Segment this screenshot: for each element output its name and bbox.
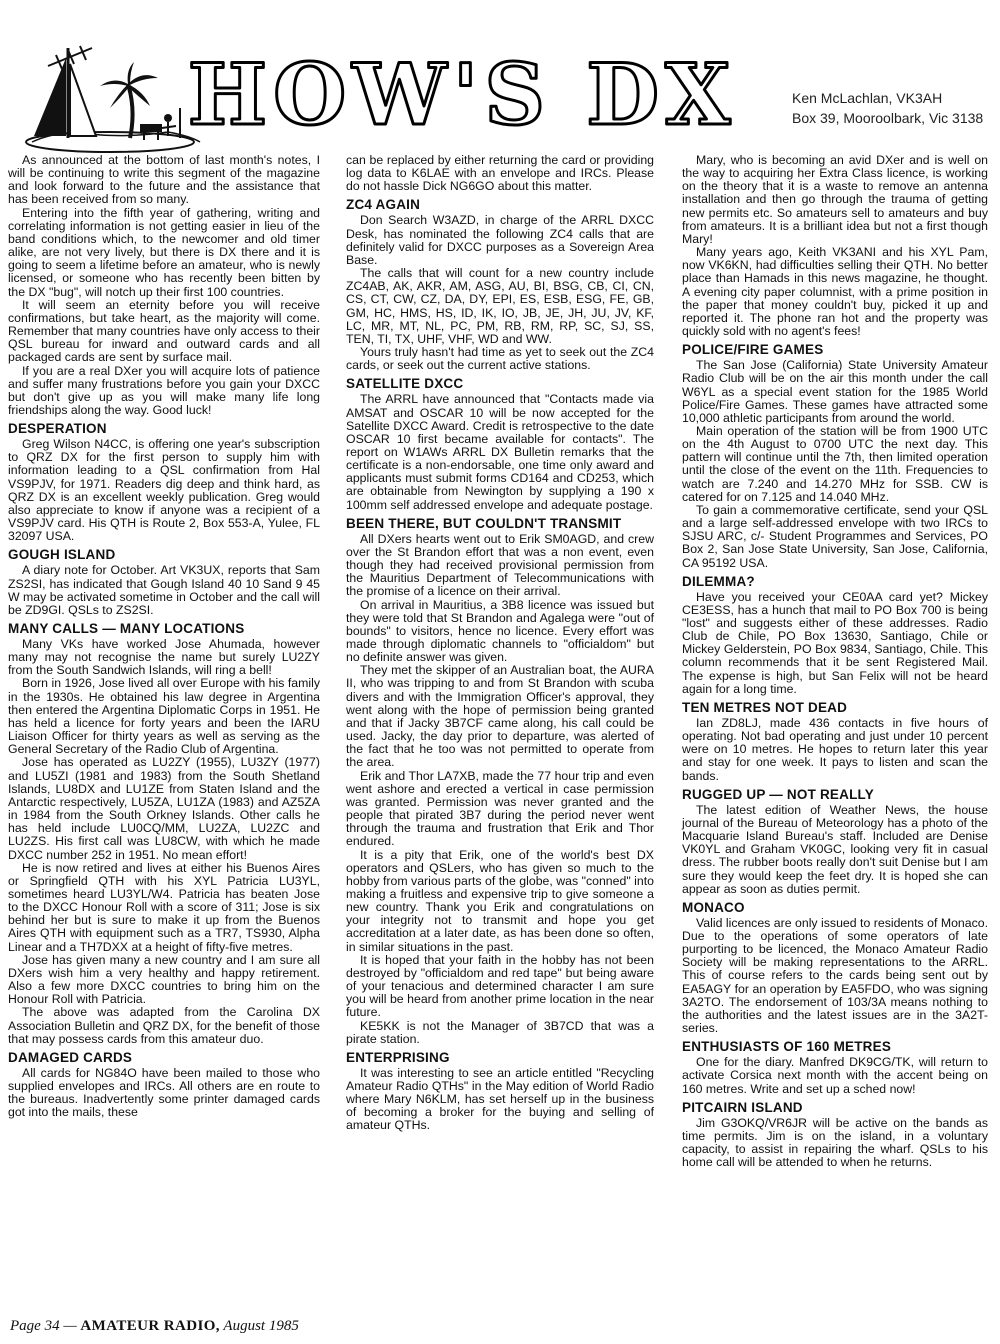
article-paragraph: It is a pity that Erik, one of the world's best DX operators and QSLers, who has given so much to the hobby from various parts of the globe, was "conned" into making a fruitless and expensive trip to give someone a new country. Thank you Erik and congratulations on your integrity not to transmit and hope you get accreditation at a later date, as has been done so often, in similar situations in the past.	[346, 847, 654, 954]
article-paragraph: Mary, who is becoming an avid DXer and is well on the way to acquiring her Extra Class licence, is working on the theory that it is a waste to remove an antenna installation and then go through the trauma of getting new permits etc. So amateurs sell to amateurs and buy from amateurs. It is a brilliant idea but not a first though Mary!	[682, 153, 988, 246]
section-heading: MANY CALLS — MANY LOCATIONS	[8, 621, 245, 636]
section-heading: PITCAIRN ISLAND	[682, 1099, 803, 1115]
byline	[792, 88, 983, 128]
section-heading: DESPERATION	[8, 421, 107, 437]
section-heading: POLICE/FIRE GAMES	[682, 342, 824, 358]
article-paragraph: can be replaced by either returning the card or providing log data to K6LAE with an envelope and IRCs. Please do not hassle Dick NG6GO about this matter.	[346, 153, 654, 194]
article-paragraph: Have you received your CE0AA card yet? Mickey CE3ESS, has a hunch that mail to PO Box 700 is being "lost" and suggests either of these addresses. Radio Club de Chile, PO Box 13630, Santiago, Chile or Mickey Gelderstein, PO Box 9834, Santiago, Chile. This column recommends that it be sent Registered Mail. The expense is high, but San Felix will not be heard again for a long time.	[682, 589, 988, 696]
section-heading: DAMAGED CARDS	[8, 1049, 133, 1065]
article-paragraph: He is now retired and lives at either his Buenos Aires or Springfield QTH with his XYL Patricia LU3YL, sometimes heard LU3YL/W4. Patricia has beaten Jose to the DXCC Honour Roll with a score of 311; Jose is six behind her but is sure to make it up from the Buenos Aires QTH with equipment such as a TR7, TS930, Alpha Linear and a TH7DXX at a height of fifty-five metres.	[8, 860, 320, 954]
article-paragraph: All cards for NG84O have been mailed to those who supplied envelopes and IRCs. All others are en route to the bureaus. Inadvertently some printer damaged cards got into the mails, these	[8, 1065, 320, 1120]
page-footer	[10, 1318, 299, 1335]
article-paragraph: If you are a real DXer you will acquire lots of patience and suffer many frustrations before you gain your DXCC but don't give up as you will make many life long friendships along the way. Good luck!	[8, 363, 320, 417]
page-number: Page 34 —	[10, 1318, 77, 1334]
article-paragraph: Many VKs have worked Jose Ahumada, however many may not recognise the name but surely LU2ZY from the South Sandwich Islands, will ring a bell!	[8, 637, 320, 678]
article-paragraph: The calls that will count for a new country include ZC4AB, AK, AKR, AM, ASG, AU, BI, BSG, CB, CI, CN, CS, CT, CW, CZ, DA, DY, EPI, ES, ESB, ESG, FE, GB, GM, HC, HMS, HS, ID, IK, IO, JB, JE, JH, JU, JV, KF, LC, MR, MT, NL, PC, PM, RB, RM, RP, SC, SJ, SS, TEN, TI, TX, UHF, VHF, WD and WW.	[346, 266, 654, 346]
column-3	[682, 154, 988, 1169]
section-heading: GOUGH ISLAND	[8, 547, 116, 563]
publication-name: AMATEUR RADIO,	[80, 1318, 220, 1334]
article-paragraph: Greg Wilson N4CC, is offering one year's subscription to QRZ DX for the first person to supply him with information leading to a QSL confirmation from Hal VS9PJV, for 1971. Readers dig deep and think hard, as QRZ DX is an excellent weekly publication. Greg would also appreciate to know if anyone was a recipient of a VS9PJV card. His QTH is Route 2, Box 553-A, Yulee, FL 32097 USA.	[8, 437, 320, 544]
article-paragraph: They met the skipper of an Australian boat, the AURA II, who was tripping to and from St Brandon with scuba divers and with the Immigration Officer's approval, they went along with the hope of permission being granted and that if Jacky 3B7CF came along, his call could be used. Jacky, the day prior to departure, was alerted of the fact that he too was not permitted to operate from the area.	[346, 663, 654, 770]
section-heading: ZC4 AGAIN	[346, 197, 421, 213]
article-paragraph: KE5KK is not the Manager of 3B7CD that was a pirate station.	[346, 1018, 654, 1046]
article-paragraph: As announced at the bottom of last month's notes, I will be continuing to write this segment of the magazine and look forward to the future and the assistance that has been received from so many.	[8, 153, 320, 207]
author-address: Box 39, Mooroolbark, Vic 3138	[792, 110, 984, 126]
article-paragraph: Ian ZD8LJ, made 436 contacts in five hours of operating. Not bad operating and just under 10 percent were on 10 metres. He hopes to return later this year and stay for one week. It pays to listen and scan the bands.	[682, 715, 988, 783]
column-1	[8, 154, 320, 1119]
article-paragraph: A diary note for October. Art VK3UX, reports that Sam ZS2SI, has indicated that Gough Island 40 10 Sand 9 45 W may be activated sometime in October and the call will be ZD9GI. QSLs to ZS2SI.	[8, 563, 320, 617]
column-2	[346, 154, 654, 1133]
article-paragraph: It is hoped that your faith in the hobby has not been destroyed by "officialdom and red tape" but being aware of your tenacious and determined character I am sure you will be heard from another prime location in the near future.	[346, 952, 654, 1020]
column-title-text: HOW'S DX	[187, 45, 737, 144]
article-paragraph: The San Jose (California) State University Amateur Radio Club will be on the air this month under the call W6YL as a special event station for the 1985 World Police/Fire Games. These games have attracted some 10,000 athletic participants from around the world.	[682, 358, 988, 425]
section-heading: SATELLITE DXCC	[346, 376, 464, 392]
section-heading: RUGGED UP — NOT REALLY	[682, 786, 874, 802]
article-paragraph: It will seem an eternity before you will receive confirmations, but take heart, as the majority will come. Remember that many countries have only access to their QSL bureau for inward and outward cards and all packaged cards are sent by surface mail.	[8, 297, 320, 365]
section-heading: DILEMMA?	[682, 573, 755, 589]
article-paragraph: Valid licences are only issued to residents of Monaco. Due to the operations of some operators of late purporting to be licenced, the Monaco Amateur Radio Society will be making representations to the ARRL. This of course refers to the cards being sent out by EA5AGY for an operation by EA5FDO, who was signing 3A2TO. The endorsement of 103/3A means nothing to the authorities and the latest issues are in the 3A2T-series.	[682, 915, 988, 1036]
section-heading: ENTHUSIASTS OF 160 METRES	[682, 1039, 892, 1055]
section-heading: TEN METRES NOT DEAD	[682, 699, 848, 715]
article-paragraph: To gain a commemorative certificate, send your QSL and a large self-addressed envelope with two IRCs to SJSU ARC, c/- Student Programmes and Services, PO Box 2, San Jose State University, San Jose, California, CA 95192 USA.	[682, 502, 988, 570]
section-heading: MONACO	[682, 899, 745, 915]
article-paragraph: One for the diary. Manfred DK9CG/TK, will return to activate Corsica next month with the accent being on 160 metres. Write and set up a sched now!	[682, 1055, 988, 1096]
section-heading: ENTERPRISING	[346, 1049, 450, 1065]
article-paragraph: Jose has operated as LU2ZY (1955), LU3ZY (1977) and LU5ZI (1981 and 1983) from the South Shetland Islands, LU8DX and LU1ZE from Staten Island and the Antarctic respectively, LU5ZA, LU1ZA (1983) and AZ5ZA in 1984 from the South Orkney Islands. Other calls he has held include LU0CQ/MM, LU2ZA, LU2ZC and LU2ZS. His first call was LU8CW, with which he made DXCC number 252 in 1951. No mean effort!	[8, 755, 320, 862]
issue-date: August 1985	[223, 1318, 299, 1334]
article-paragraph: Main operation of the station will be from 1900 UTC on the 4th August to 0700 UTC the next day. This pattern will continue until the 7th, then limited operation until the close of the event on the 11th. Frequencies to watch are 7.240 and 14.270 MHz for SSB. CW is catered for on 7.125 and 14.040 MHz.	[682, 423, 988, 504]
article-paragraph: On arrival in Mauritius, a 3B8 licence was issued but they were told that St Brandon and Agalega were "out of bounds" to visitors, hence no licence. Every effort was made through diplomatic channels to "officialdom" but no definite answer was given.	[346, 597, 654, 665]
section-heading: BEEN THERE, BUT COULDN'T TRANSMIT	[346, 515, 622, 531]
column-title	[187, 45, 737, 144]
article-paragraph: Jim G3OKQ/VR6JR will be active on the bands as time permits. Jim is on the island, in a voluntary capacity, to assist in repairing the wharf. QSLs to his home call will be attended to when he returns.	[682, 1115, 988, 1170]
article-paragraph: It was interesting to see an article entitled "Recycling Amateur Radio QTHs" in the May edition of World Radio where Mary N6KLM, has set herself up in the business of becoming a broker for the buying and selling of amateur QTHs.	[346, 1065, 654, 1133]
article-paragraph: Many years ago, Keith VK3ANI and his XYL Pam, now VK6KN, had difficulties selling their QTH. No better place than Hamads in this news magazine, he thought. A evening city paper columnist, with a prime position in the paper that money couldn't buy, picked it up and reported it. The phone ran hot and the property was quickly sold with no agent's fees!	[682, 245, 988, 339]
author-name: Ken McLachlan, VK3AH	[792, 90, 943, 106]
article-paragraph: The above was adapted from the Carolina DX Association Bulletin and QRZ DX, for the benefit of those that may possess cards from this amateur duo.	[8, 1005, 320, 1046]
article-paragraph: The ARRL have announced that "Contacts made via AMSAT and OSCAR 10 will be now accepted for the Satellite DXCC Award. Credit is retrospective to the date OSCAR 10 first became available for contacts". The report on W1AWs ARRL DX Bulletin remarks that the certificate is a non-endorsable, one time only award and applicants must submit forms CD164 and CD253, which are obtainable from Newington by supplying a 190 x 100mm self addressed envelope and adequate postage.	[346, 392, 654, 512]
article-paragraph: All DXers hearts went out to Erik SM0AGD, and crew over the St Brandon effort that was a non event, even though they had received provisional permission from the Mauritius Department of Telecommunications with the promise of a licence on their arrival.	[346, 531, 654, 599]
article-paragraph: Erik and Thor LA7XB, made the 77 hour trip and even went ashore and erected a vertical in case permission was granted. Permission was never granted and the people that pirated 3B7 during the period never went through the trauma and frustration that Erik and Thor endured.	[346, 768, 654, 849]
article-paragraph: Born in 1926, Jose lived all over Europe with his family in the 1930s. He obtained his law degree in Argentina then entered the Argentina Diplomatic Corps in 1951. He has held a licence for forty years and been the IARU Liaison Officer for thirty years as well as serving as the General Secretary of the Radio Club of Argentina.	[8, 676, 320, 757]
article-paragraph: Yours truly hasn't had time as yet to seek out the ZC4 cards, or seek out the current active stations.	[346, 345, 654, 373]
article-paragraph: The latest edition of Weather News, the house journal of the Bureau of Meteorology has a photo of the Macquarie Island Bureau's staff. Included are Denise VK0YL and Graham VK0GC, looking very fit in casual dress. The rubber boots really don't suit Denise but I am sure they would keep the feet dry. It is hoped she can appear as soon as duties permit.	[682, 802, 988, 896]
article-paragraph: Jose has given many a new country and I am sure all DXers wish him a very healthy and happy retirement. Also a few more DXCC countries to bring him on the Honour Roll with Patricia.	[8, 952, 320, 1007]
article-paragraph: Don Search W3AZD, in charge of the ARRL DXCC Desk, has nominated the following ZC4 calls that are definitely valid for DXCC purposes as a Sovereign Area Base.	[346, 213, 654, 267]
article-paragraph: Entering into the fifth year of gathering, writing and correlating information is not getting easier in lieu of the band conditions which, to the newcomer and old timer alike, are not very lively, but there is DX there and it is going to seem a lifetime before an amateur, who is newly licensed, or someone who has recently been bitten by the DX "bug", will notch up their first 100 countries.	[8, 205, 320, 299]
